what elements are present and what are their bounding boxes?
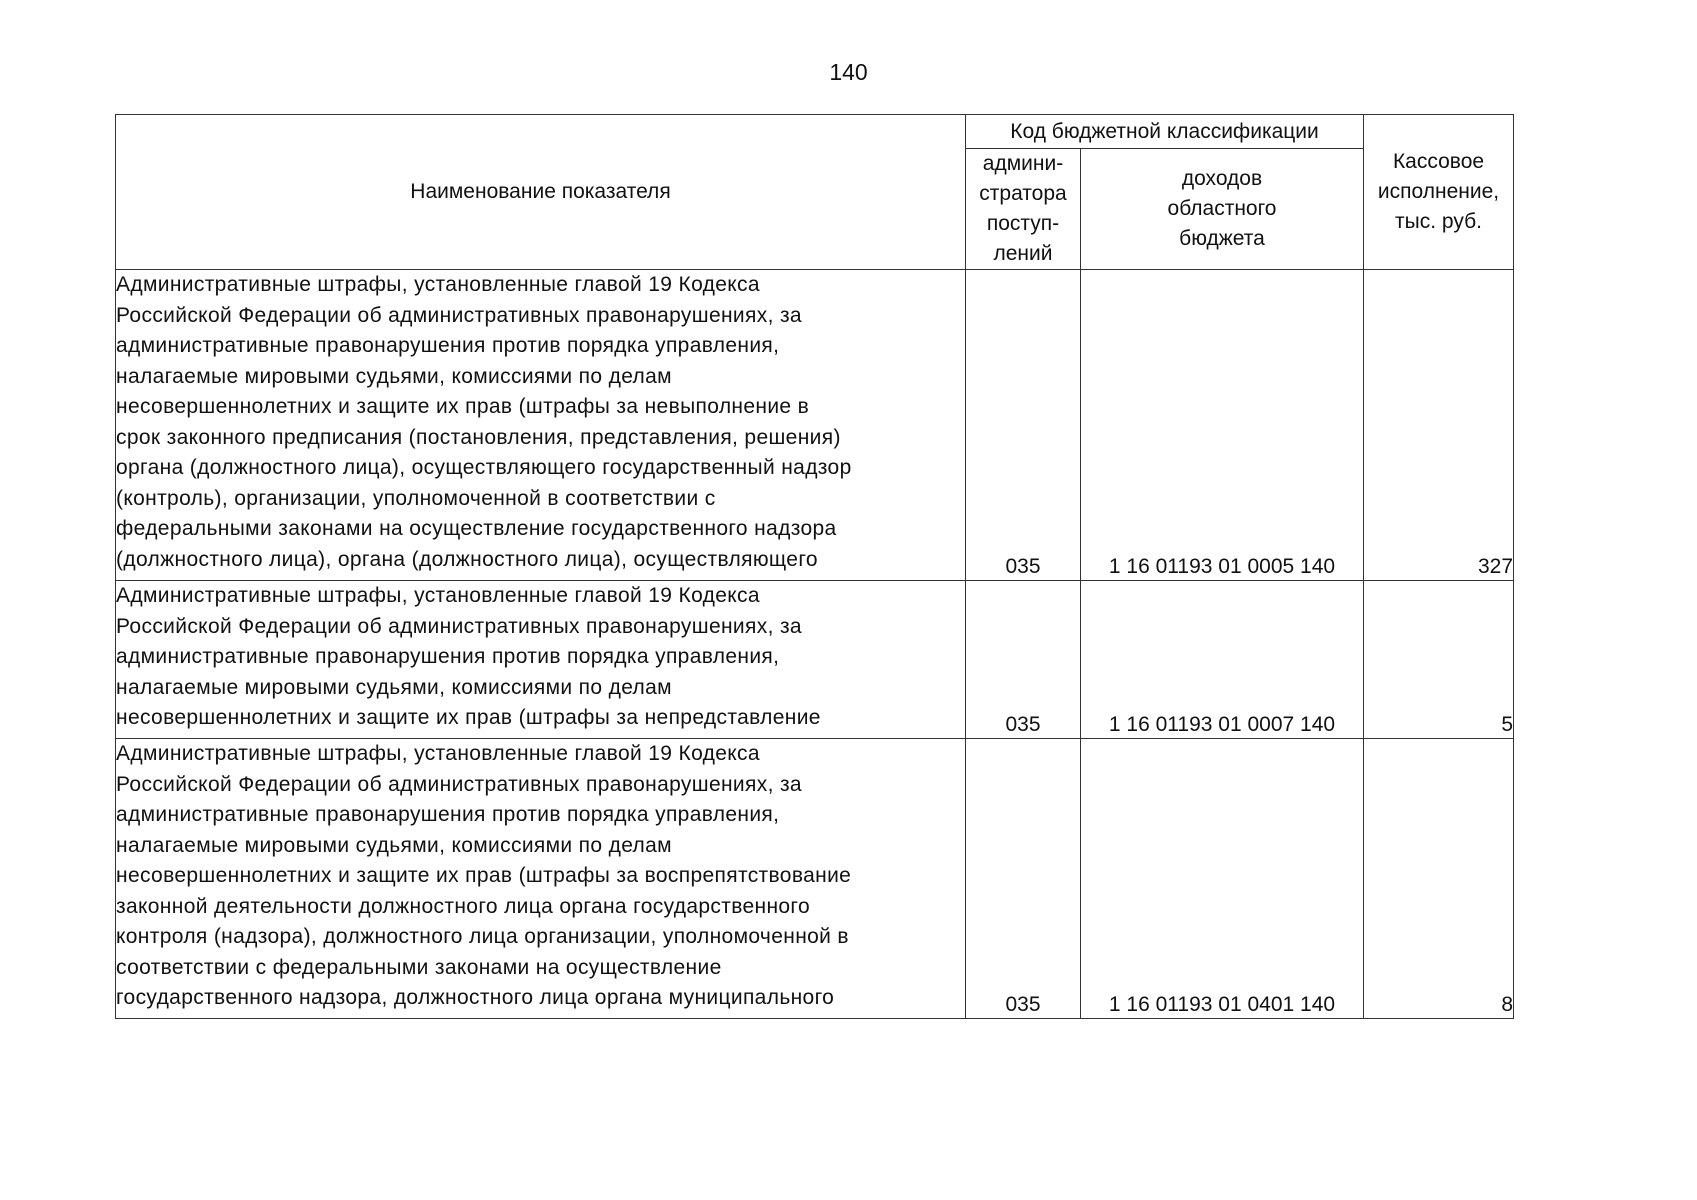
indicator-line: административные правонарушения против порядка управления, bbox=[116, 803, 780, 826]
header-admin-line: поступ- bbox=[986, 212, 1060, 235]
execution-amount: 8 bbox=[1364, 739, 1514, 1019]
indicator-line: несовершеннолетних и защите их прав (штрафы за невыполнение в bbox=[116, 395, 810, 418]
indicator-name bbox=[116, 270, 966, 581]
indicator-line: законной деятельности должностного лица органа государственного bbox=[116, 894, 811, 918]
indicator-line: (контроль), организации, уполномоченной в соответствии с bbox=[116, 486, 716, 510]
indicator-line: государственного надзора, должностного лица органа муниципального bbox=[116, 986, 835, 1009]
table-body bbox=[116, 270, 1514, 1019]
table-row bbox=[116, 270, 1514, 581]
indicator-line: контроля (надзора), должностного лица организации, уполномоченной в bbox=[116, 925, 849, 948]
income-code: 1 16 01193 01 0401 140 bbox=[1081, 739, 1364, 1019]
header-admin-line: лений bbox=[993, 242, 1053, 265]
page-number: 140 bbox=[829, 59, 868, 85]
indicator-line: органа (должностного лица), осуществляющего государственный надзор bbox=[116, 456, 852, 479]
header-admin bbox=[966, 149, 1081, 270]
header-name: Наименование показателя bbox=[116, 115, 966, 270]
header-income bbox=[1081, 149, 1364, 270]
indicator-line: срок законного предписания (постановления, представления, решения) bbox=[116, 425, 841, 449]
indicator-line: Административные штрафы, установленные главой 19 Кодекса bbox=[116, 273, 760, 296]
indicator-line: Российской Федерации об административных правонарушениях, за bbox=[116, 772, 802, 796]
indicator-line: налагаемые мировыми судьями, комиссиями по делам bbox=[116, 364, 672, 388]
indicator-line: налагаемые мировыми судьями, комиссиями по делам bbox=[116, 833, 672, 857]
header-admin-line: админи- bbox=[982, 152, 1064, 175]
header-execution-line: тыс. руб. bbox=[1395, 210, 1482, 233]
header-income-line: доходов bbox=[1181, 167, 1263, 190]
header-execution-line: исполнение, bbox=[1377, 180, 1500, 203]
indicator-line: налагаемые мировыми судьями, комиссиями по делам bbox=[116, 675, 672, 699]
header-execution-line: Кассовое bbox=[1392, 150, 1485, 173]
indicator-line: несовершеннолетних и защите их прав (штрафы за воспрепятствование bbox=[116, 864, 852, 887]
admin-code: 035 bbox=[966, 270, 1081, 581]
indicator-line: административные правонарушения против порядка управления, bbox=[116, 645, 780, 668]
header-code-group: Код бюджетной классификации bbox=[966, 115, 1364, 149]
indicator-line: административные правонарушения против порядка управления, bbox=[116, 334, 780, 357]
indicator-line: Российской Федерации об административных правонарушениях, за bbox=[116, 614, 802, 638]
indicator-name bbox=[116, 739, 966, 1019]
header-execution bbox=[1364, 115, 1514, 270]
indicator-name bbox=[116, 581, 966, 739]
indicator-line: Российской Федерации об административных правонарушениях, за bbox=[116, 303, 802, 327]
header-income-line: областного bbox=[1167, 197, 1277, 220]
income-code: 1 16 01193 01 0007 140 bbox=[1081, 581, 1364, 739]
budget-table bbox=[115, 114, 1514, 1019]
table-header bbox=[116, 115, 1514, 270]
indicator-line: Административные штрафы, установленные главой 19 Кодекса bbox=[116, 584, 760, 607]
indicator-line: Административные штрафы, установленные главой 19 Кодекса bbox=[116, 742, 760, 765]
header-income-line: бюджета bbox=[1179, 227, 1265, 250]
indicator-line: федеральными законами на осуществление государственного надзора bbox=[116, 517, 837, 540]
indicator-line: несовершеннолетних и защите их прав (штрафы за непредставление bbox=[116, 706, 821, 729]
table-row bbox=[116, 581, 1514, 739]
income-code: 1 16 01193 01 0005 140 bbox=[1081, 270, 1364, 581]
admin-code: 035 bbox=[966, 581, 1081, 739]
indicator-line: (должностного лица), органа (должностного лица), осуществляющего bbox=[116, 547, 818, 571]
header-admin-line: стратора bbox=[979, 182, 1067, 205]
indicator-line: соответствии с федеральными законами на осуществление bbox=[116, 955, 722, 979]
execution-amount: 327 bbox=[1364, 270, 1514, 581]
execution-amount: 5 bbox=[1364, 581, 1514, 739]
table-row bbox=[116, 739, 1514, 1019]
admin-code: 035 bbox=[966, 739, 1081, 1019]
